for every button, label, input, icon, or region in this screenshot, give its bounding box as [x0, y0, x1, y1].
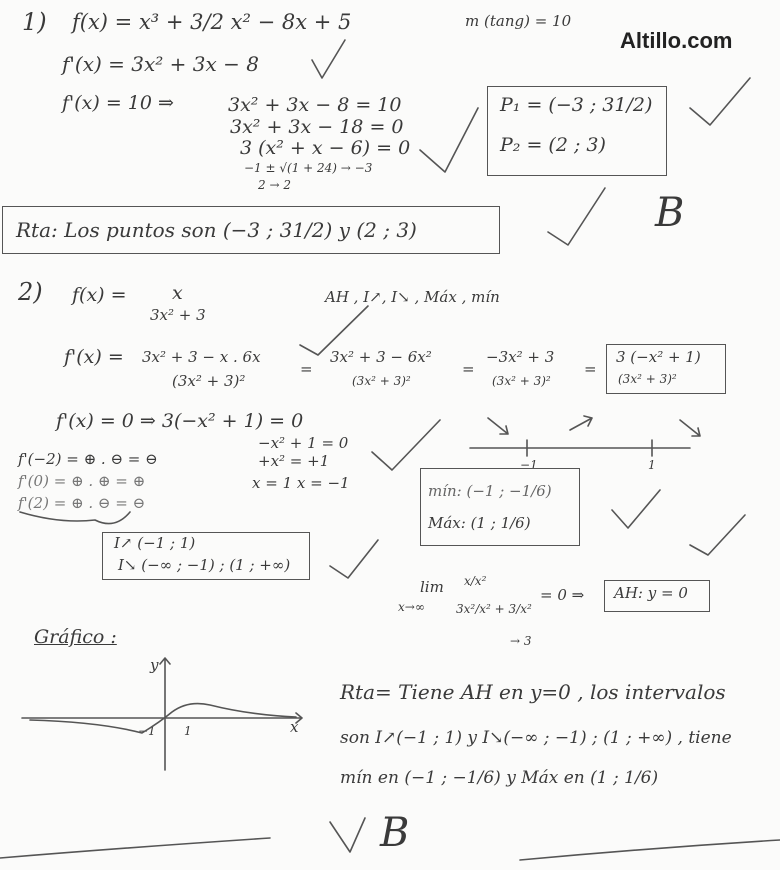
p2-answer-line-2: son I↗(−1 ; 1) y I↘(−∞ ; −1) ; (1 ; +∞) , tiene	[340, 728, 732, 748]
p2-number-line-tick-m1: −1	[520, 458, 538, 472]
check-mark-icon	[312, 40, 345, 78]
p1-step-1: 3x² + 3x − 8 = 10	[228, 94, 402, 116]
brace-stroke	[20, 512, 130, 524]
p2-limit-to-3: → 3	[510, 634, 532, 648]
graph-axis-y-label: y	[150, 656, 159, 674]
p2-decreasing: I↘ (−∞ ; −1) ; (1 ; +∞)	[118, 556, 291, 574]
p2-answer-line-1: Rta= Tiene AH en y=0 , los intervalos	[340, 680, 726, 704]
p2-grade: B	[380, 810, 410, 856]
p1-function: f(x) = x³ + 3/2 x² − 8x + 5	[72, 10, 352, 34]
p1-step-5: 2 → 2	[258, 178, 291, 192]
p2-graph-title: Gráfico :	[34, 626, 117, 648]
p2-derivative-den-2: (3x² + 3)²	[352, 374, 411, 388]
p2-function-denominator: 3x² + 3	[150, 306, 206, 324]
p2-sign-test-1: f'(−2) = ⊕ . ⊖ = ⊖	[18, 450, 158, 468]
p2-zero-step-2: +x² = +1	[258, 452, 330, 470]
p2-sign-test-2: f'(0) = ⊕ . ⊕ = ⊕	[18, 472, 146, 490]
p2-asymptote: AH: y = 0	[614, 584, 688, 602]
p1-derivative-eq: f'(x) = 10 ⇒	[62, 92, 174, 114]
p2-derivative-num-2: 3x² + 3 − 6x²	[330, 348, 432, 366]
p2-derivative-den-4: (3x² + 3)²	[618, 372, 677, 386]
p2-limit-result: = 0 ⇒	[540, 586, 585, 604]
p2-sign-test-3: f'(2) = ⊕ . ⊖ = ⊖	[18, 494, 146, 512]
p1-step-3: 3 (x² + x − 6) = 0	[240, 137, 411, 159]
p2-eq-sign-1: =	[300, 360, 313, 378]
margin-line	[0, 838, 270, 858]
p2-eq-sign-2: =	[462, 360, 475, 378]
p1-point-1: P₁ = (−3 ; 31/2)	[500, 94, 653, 116]
p2-limit: lim	[420, 578, 444, 596]
p1-answer: Rta: Los puntos son (−3 ; 31/2) y (2 ; 3)	[16, 218, 417, 242]
check-mark-icon	[548, 188, 605, 245]
p1-slope: m (tang) = 10	[465, 12, 572, 30]
problem-2-number: 2)	[18, 278, 43, 306]
p2-zero-step-1: −x² + 1 = 0	[258, 434, 349, 452]
margin-line	[520, 840, 780, 860]
p2-function-numerator: x	[172, 282, 183, 304]
graph-tick-1: 1	[184, 724, 192, 738]
p2-limit-num: x/x²	[464, 574, 487, 588]
p1-step-4: −1 ± √(1 + 24) → −3	[244, 161, 373, 175]
check-mark-icon	[420, 108, 478, 172]
p2-derivative-num-4: 3 (−x² + 1)	[616, 348, 701, 366]
check-mark-icon	[690, 515, 745, 555]
p2-derivative-label: f'(x) =	[64, 346, 124, 368]
p2-function-label: f(x) =	[72, 284, 127, 306]
check-mark-icon	[330, 540, 378, 578]
graph-tick-m1: −1	[138, 724, 156, 738]
p2-limit-den: 3x²/x² + 3/x²	[456, 602, 532, 616]
problem-1-number: 1)	[22, 8, 47, 36]
check-mark-icon	[612, 490, 660, 528]
increasing-arrow-icon	[570, 416, 592, 430]
p2-min: mín: (−1 ; −1/6)	[428, 482, 552, 500]
p2-derivative-zero: f'(x) = 0 ⇒ 3(−x² + 1) = 0	[56, 410, 304, 432]
check-mark-icon	[690, 78, 750, 125]
check-mark-icon	[330, 818, 365, 852]
check-mark-icon	[300, 306, 368, 355]
p1-point-2: P₂ = (2 ; 3)	[500, 134, 606, 156]
p1-grade: B	[655, 190, 685, 236]
p2-derivative-den-3: (3x² + 3)²	[492, 374, 551, 388]
p2-derivative-num-1: 3x² + 3 − x . 6x	[142, 348, 261, 366]
p2-answer-line-3: mín en (−1 ; −1/6) y Máx en (1 ; 1/6)	[340, 768, 659, 788]
p2-zero-step-3: x = 1 x = −1	[252, 474, 350, 492]
p2-derivative-den-1: (3x² + 3)²	[172, 372, 246, 390]
p2-derivative-num-3: −3x² + 3	[486, 348, 555, 366]
watermark-logo: Altillo.com	[620, 28, 733, 53]
graph-axis-x-label: x	[290, 718, 299, 736]
p2-tasks: AH , I↗, I↘ , Máx , mín	[325, 288, 500, 306]
p2-number-line-tick-1: 1	[648, 458, 656, 472]
p1-step-2: 3x² + 3x − 18 = 0	[230, 116, 404, 138]
p1-derivative: f'(x) = 3x² + 3x − 8	[62, 52, 259, 76]
decreasing-arrow-icon	[680, 420, 700, 436]
p2-increasing: I↗ (−1 ; 1)	[114, 534, 196, 552]
check-mark-icon	[372, 420, 440, 470]
decreasing-arrow-icon	[488, 418, 508, 434]
p2-max: Máx: (1 ; 1/6)	[428, 514, 531, 532]
p2-limit-sub: x→∞	[398, 600, 425, 614]
p2-eq-sign-3: =	[584, 360, 597, 378]
